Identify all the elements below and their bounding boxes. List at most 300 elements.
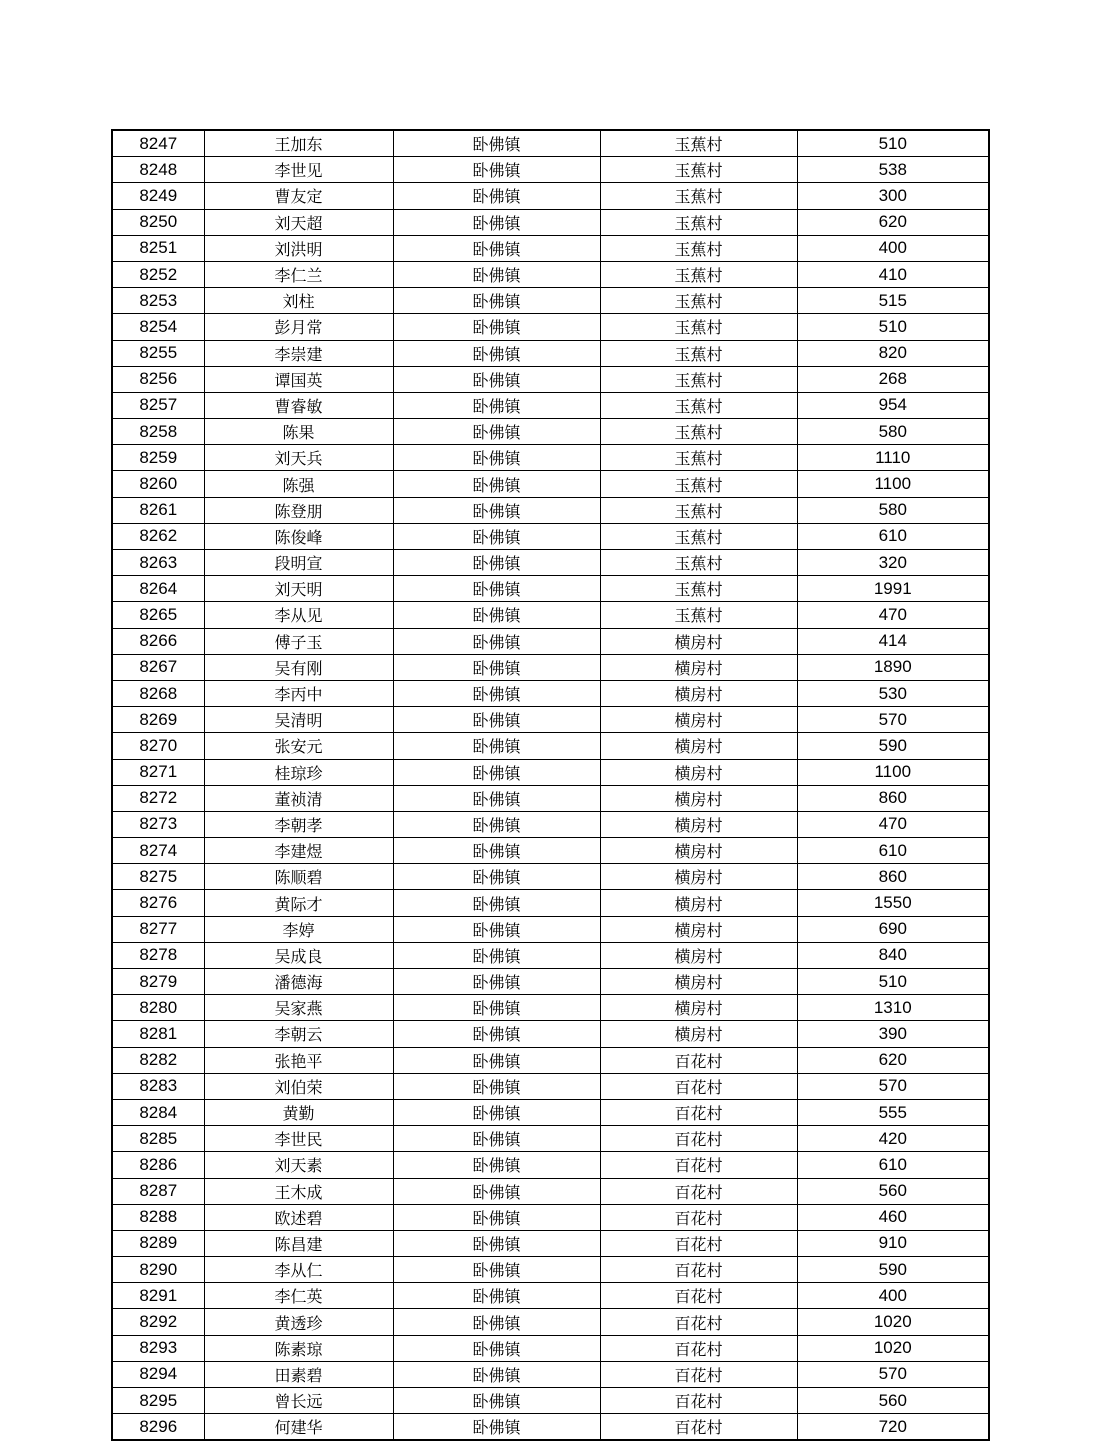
- name-cell: 吴清明: [204, 707, 393, 733]
- table-row: [112, 838, 989, 864]
- village-cell: 玉蕉村: [600, 602, 797, 628]
- village-cell: 玉蕉村: [600, 261, 797, 287]
- document-table-container: [111, 129, 988, 1441]
- name-cell: 李朝孝: [204, 811, 393, 837]
- name-cell: 陈强: [204, 471, 393, 497]
- amount-cell: 610: [797, 1152, 989, 1178]
- name-cell: 董祯清: [204, 785, 393, 811]
- town-cell: 卧佛镇: [393, 235, 600, 261]
- table-row: [112, 235, 989, 261]
- name-cell: 何建华: [204, 1414, 393, 1441]
- amount-cell: 510: [797, 969, 989, 995]
- town-cell: 卧佛镇: [393, 1178, 600, 1204]
- amount-cell: 590: [797, 1257, 989, 1283]
- serial-number-cell: 8286: [112, 1152, 204, 1178]
- serial-number-cell: 8260: [112, 471, 204, 497]
- town-cell: 卧佛镇: [393, 811, 600, 837]
- amount-cell: 1100: [797, 759, 989, 785]
- serial-number-cell: 8256: [112, 366, 204, 392]
- serial-number-cell: 8254: [112, 314, 204, 340]
- amount-cell: 414: [797, 628, 989, 654]
- town-cell: 卧佛镇: [393, 838, 600, 864]
- table-row: [112, 995, 989, 1021]
- table-row: [112, 733, 989, 759]
- village-cell: 百花村: [600, 1178, 797, 1204]
- serial-number-cell: 8261: [112, 497, 204, 523]
- name-cell: 陈登朋: [204, 497, 393, 523]
- village-cell: 横房村: [600, 785, 797, 811]
- amount-cell: 390: [797, 1021, 989, 1047]
- serial-number-cell: 8259: [112, 445, 204, 471]
- name-cell: 李从见: [204, 602, 393, 628]
- village-cell: 玉蕉村: [600, 366, 797, 392]
- serial-number-cell: 8284: [112, 1099, 204, 1125]
- village-cell: 百花村: [600, 1047, 797, 1073]
- amount-cell: 820: [797, 340, 989, 366]
- table-row: [112, 157, 989, 183]
- table-row: [112, 314, 989, 340]
- amount-cell: 860: [797, 864, 989, 890]
- name-cell: 张安元: [204, 733, 393, 759]
- serial-number-cell: 8295: [112, 1388, 204, 1414]
- amount-cell: 840: [797, 942, 989, 968]
- name-cell: 吴有刚: [204, 654, 393, 680]
- name-cell: 黄透珍: [204, 1309, 393, 1335]
- village-cell: 玉蕉村: [600, 497, 797, 523]
- name-cell: 桂琼珍: [204, 759, 393, 785]
- name-cell: 李世民: [204, 1126, 393, 1152]
- table-row: [112, 1335, 989, 1361]
- town-cell: 卧佛镇: [393, 471, 600, 497]
- amount-cell: 538: [797, 157, 989, 183]
- table-row: [112, 1309, 989, 1335]
- amount-cell: 1310: [797, 995, 989, 1021]
- town-cell: 卧佛镇: [393, 576, 600, 602]
- serial-number-cell: 8275: [112, 864, 204, 890]
- table-row: [112, 654, 989, 680]
- table-row: [112, 1126, 989, 1152]
- amount-cell: 510: [797, 314, 989, 340]
- name-cell: 李朝云: [204, 1021, 393, 1047]
- table-row: [112, 392, 989, 418]
- town-cell: 卧佛镇: [393, 419, 600, 445]
- name-cell: 王木成: [204, 1178, 393, 1204]
- table-row: [112, 340, 989, 366]
- serial-number-cell: 8263: [112, 550, 204, 576]
- table-row: [112, 471, 989, 497]
- serial-number-cell: 8267: [112, 654, 204, 680]
- village-cell: 玉蕉村: [600, 392, 797, 418]
- village-cell: 横房村: [600, 707, 797, 733]
- amount-cell: 515: [797, 288, 989, 314]
- town-cell: 卧佛镇: [393, 733, 600, 759]
- table-row: [112, 759, 989, 785]
- table-row: [112, 209, 989, 235]
- serial-number-cell: 8247: [112, 130, 204, 157]
- table-row: [112, 366, 989, 392]
- amount-cell: 530: [797, 680, 989, 706]
- name-cell: 李仁兰: [204, 261, 393, 287]
- table-row: [112, 445, 989, 471]
- town-cell: 卧佛镇: [393, 1414, 600, 1441]
- name-cell: 刘柱: [204, 288, 393, 314]
- town-cell: 卧佛镇: [393, 157, 600, 183]
- table-row: [112, 1152, 989, 1178]
- amount-cell: 590: [797, 733, 989, 759]
- table-row: [112, 1073, 989, 1099]
- table-row: [112, 811, 989, 837]
- village-cell: 玉蕉村: [600, 183, 797, 209]
- name-cell: 张艳平: [204, 1047, 393, 1073]
- village-cell: 百花村: [600, 1204, 797, 1230]
- village-cell: 玉蕉村: [600, 550, 797, 576]
- village-cell: 玉蕉村: [600, 445, 797, 471]
- serial-number-cell: 8262: [112, 523, 204, 549]
- table-row: [112, 1361, 989, 1387]
- serial-number-cell: 8251: [112, 235, 204, 261]
- town-cell: 卧佛镇: [393, 969, 600, 995]
- serial-number-cell: 8282: [112, 1047, 204, 1073]
- village-cell: 玉蕉村: [600, 235, 797, 261]
- name-cell: 李仁英: [204, 1283, 393, 1309]
- town-cell: 卧佛镇: [393, 340, 600, 366]
- village-cell: 横房村: [600, 733, 797, 759]
- amount-cell: 860: [797, 785, 989, 811]
- village-cell: 百花村: [600, 1152, 797, 1178]
- amount-cell: 320: [797, 550, 989, 576]
- amount-cell: 570: [797, 1361, 989, 1387]
- amount-cell: 420: [797, 1126, 989, 1152]
- table-row: [112, 1047, 989, 1073]
- table-row: [112, 890, 989, 916]
- town-cell: 卧佛镇: [393, 707, 600, 733]
- town-cell: 卧佛镇: [393, 288, 600, 314]
- table-row: [112, 864, 989, 890]
- name-cell: 黄际才: [204, 890, 393, 916]
- amount-cell: 570: [797, 707, 989, 733]
- town-cell: 卧佛镇: [393, 1335, 600, 1361]
- village-cell: 横房村: [600, 838, 797, 864]
- name-cell: 陈素琼: [204, 1335, 393, 1361]
- serial-number-cell: 8285: [112, 1126, 204, 1152]
- town-cell: 卧佛镇: [393, 759, 600, 785]
- name-cell: 彭月常: [204, 314, 393, 340]
- serial-number-cell: 8268: [112, 680, 204, 706]
- serial-number-cell: 8294: [112, 1361, 204, 1387]
- serial-number-cell: 8273: [112, 811, 204, 837]
- serial-number-cell: 8266: [112, 628, 204, 654]
- data-table: [111, 129, 990, 1441]
- serial-number-cell: 8276: [112, 890, 204, 916]
- serial-number-cell: 8281: [112, 1021, 204, 1047]
- town-cell: 卧佛镇: [393, 1361, 600, 1387]
- amount-cell: 690: [797, 916, 989, 942]
- amount-cell: 610: [797, 838, 989, 864]
- name-cell: 陈昌建: [204, 1230, 393, 1256]
- name-cell: 刘天超: [204, 209, 393, 235]
- town-cell: 卧佛镇: [393, 130, 600, 157]
- table-row: [112, 261, 989, 287]
- serial-number-cell: 8277: [112, 916, 204, 942]
- town-cell: 卧佛镇: [393, 602, 600, 628]
- town-cell: 卧佛镇: [393, 864, 600, 890]
- town-cell: 卧佛镇: [393, 366, 600, 392]
- serial-number-cell: 8290: [112, 1257, 204, 1283]
- serial-number-cell: 8279: [112, 969, 204, 995]
- amount-cell: 720: [797, 1414, 989, 1441]
- table-row: [112, 576, 989, 602]
- town-cell: 卧佛镇: [393, 523, 600, 549]
- village-cell: 横房村: [600, 890, 797, 916]
- serial-number-cell: 8288: [112, 1204, 204, 1230]
- village-cell: 玉蕉村: [600, 288, 797, 314]
- table-row: [112, 1178, 989, 1204]
- table-row: [112, 1388, 989, 1414]
- table-row: [112, 1230, 989, 1256]
- table-row: [112, 942, 989, 968]
- table-row: [112, 1021, 989, 1047]
- town-cell: 卧佛镇: [393, 916, 600, 942]
- village-cell: 玉蕉村: [600, 209, 797, 235]
- village-cell: 玉蕉村: [600, 157, 797, 183]
- town-cell: 卧佛镇: [393, 550, 600, 576]
- amount-cell: 910: [797, 1230, 989, 1256]
- name-cell: 曾长远: [204, 1388, 393, 1414]
- table-row: [112, 550, 989, 576]
- town-cell: 卧佛镇: [393, 1073, 600, 1099]
- name-cell: 刘天兵: [204, 445, 393, 471]
- village-cell: 百花村: [600, 1361, 797, 1387]
- table-row: [112, 183, 989, 209]
- name-cell: 吴成良: [204, 942, 393, 968]
- name-cell: 李从仁: [204, 1257, 393, 1283]
- serial-number-cell: 8269: [112, 707, 204, 733]
- village-cell: 横房村: [600, 1021, 797, 1047]
- town-cell: 卧佛镇: [393, 1283, 600, 1309]
- village-cell: 玉蕉村: [600, 471, 797, 497]
- town-cell: 卧佛镇: [393, 680, 600, 706]
- table-body: [112, 130, 989, 1440]
- name-cell: 刘天素: [204, 1152, 393, 1178]
- name-cell: 陈顺碧: [204, 864, 393, 890]
- village-cell: 百花村: [600, 1414, 797, 1441]
- amount-cell: 1100: [797, 471, 989, 497]
- table-row: [112, 419, 989, 445]
- table-row: [112, 130, 989, 157]
- village-cell: 横房村: [600, 995, 797, 1021]
- name-cell: 李建煜: [204, 838, 393, 864]
- serial-number-cell: 8258: [112, 419, 204, 445]
- town-cell: 卧佛镇: [393, 942, 600, 968]
- town-cell: 卧佛镇: [393, 1047, 600, 1073]
- village-cell: 横房村: [600, 811, 797, 837]
- village-cell: 百花村: [600, 1230, 797, 1256]
- village-cell: 横房村: [600, 654, 797, 680]
- amount-cell: 580: [797, 419, 989, 445]
- town-cell: 卧佛镇: [393, 497, 600, 523]
- serial-number-cell: 8250: [112, 209, 204, 235]
- village-cell: 横房村: [600, 864, 797, 890]
- village-cell: 玉蕉村: [600, 419, 797, 445]
- amount-cell: 268: [797, 366, 989, 392]
- name-cell: 傅子玉: [204, 628, 393, 654]
- town-cell: 卧佛镇: [393, 1388, 600, 1414]
- amount-cell: 400: [797, 235, 989, 261]
- name-cell: 曹睿敏: [204, 392, 393, 418]
- amount-cell: 1991: [797, 576, 989, 602]
- serial-number-cell: 8253: [112, 288, 204, 314]
- name-cell: 曹友定: [204, 183, 393, 209]
- town-cell: 卧佛镇: [393, 785, 600, 811]
- table-row: [112, 969, 989, 995]
- amount-cell: 620: [797, 209, 989, 235]
- amount-cell: 510: [797, 130, 989, 157]
- village-cell: 百花村: [600, 1309, 797, 1335]
- amount-cell: 400: [797, 1283, 989, 1309]
- serial-number-cell: 8289: [112, 1230, 204, 1256]
- village-cell: 横房村: [600, 759, 797, 785]
- town-cell: 卧佛镇: [393, 392, 600, 418]
- serial-number-cell: 8280: [112, 995, 204, 1021]
- table-row: [112, 497, 989, 523]
- town-cell: 卧佛镇: [393, 995, 600, 1021]
- table-row: [112, 523, 989, 549]
- amount-cell: 1020: [797, 1335, 989, 1361]
- amount-cell: 410: [797, 261, 989, 287]
- serial-number-cell: 8283: [112, 1073, 204, 1099]
- village-cell: 横房村: [600, 969, 797, 995]
- name-cell: 潘德海: [204, 969, 393, 995]
- village-cell: 百花村: [600, 1388, 797, 1414]
- name-cell: 李崇建: [204, 340, 393, 366]
- amount-cell: 460: [797, 1204, 989, 1230]
- town-cell: 卧佛镇: [393, 1099, 600, 1125]
- serial-number-cell: 8287: [112, 1178, 204, 1204]
- village-cell: 横房村: [600, 680, 797, 706]
- name-cell: 田素碧: [204, 1361, 393, 1387]
- name-cell: 欧述碧: [204, 1204, 393, 1230]
- village-cell: 玉蕉村: [600, 340, 797, 366]
- name-cell: 吴家燕: [204, 995, 393, 1021]
- name-cell: 陈果: [204, 419, 393, 445]
- table-row: [112, 785, 989, 811]
- serial-number-cell: 8296: [112, 1414, 204, 1441]
- amount-cell: 560: [797, 1388, 989, 1414]
- table-row: [112, 916, 989, 942]
- serial-number-cell: 8255: [112, 340, 204, 366]
- serial-number-cell: 8278: [112, 942, 204, 968]
- amount-cell: 470: [797, 811, 989, 837]
- serial-number-cell: 8257: [112, 392, 204, 418]
- town-cell: 卧佛镇: [393, 445, 600, 471]
- table-row: [112, 1283, 989, 1309]
- village-cell: 横房村: [600, 942, 797, 968]
- amount-cell: 1550: [797, 890, 989, 916]
- name-cell: 黄勤: [204, 1099, 393, 1125]
- village-cell: 玉蕉村: [600, 314, 797, 340]
- village-cell: 百花村: [600, 1126, 797, 1152]
- table-row: [112, 1204, 989, 1230]
- name-cell: 段明宣: [204, 550, 393, 576]
- town-cell: 卧佛镇: [393, 1152, 600, 1178]
- town-cell: 卧佛镇: [393, 183, 600, 209]
- serial-number-cell: 8248: [112, 157, 204, 183]
- town-cell: 卧佛镇: [393, 654, 600, 680]
- town-cell: 卧佛镇: [393, 314, 600, 340]
- amount-cell: 620: [797, 1047, 989, 1073]
- serial-number-cell: 8293: [112, 1335, 204, 1361]
- amount-cell: 470: [797, 602, 989, 628]
- amount-cell: 300: [797, 183, 989, 209]
- serial-number-cell: 8274: [112, 838, 204, 864]
- town-cell: 卧佛镇: [393, 261, 600, 287]
- name-cell: 李丙中: [204, 680, 393, 706]
- amount-cell: 555: [797, 1099, 989, 1125]
- serial-number-cell: 8272: [112, 785, 204, 811]
- village-cell: 玉蕉村: [600, 576, 797, 602]
- serial-number-cell: 8249: [112, 183, 204, 209]
- table-row: [112, 1257, 989, 1283]
- name-cell: 谭国英: [204, 366, 393, 392]
- town-cell: 卧佛镇: [393, 628, 600, 654]
- table-row: [112, 1414, 989, 1441]
- name-cell: 刘天明: [204, 576, 393, 602]
- amount-cell: 610: [797, 523, 989, 549]
- table-row: [112, 288, 989, 314]
- table-row: [112, 680, 989, 706]
- name-cell: 刘洪明: [204, 235, 393, 261]
- serial-number-cell: 8292: [112, 1309, 204, 1335]
- village-cell: 百花村: [600, 1099, 797, 1125]
- name-cell: 王加东: [204, 130, 393, 157]
- name-cell: 刘伯荣: [204, 1073, 393, 1099]
- village-cell: 横房村: [600, 628, 797, 654]
- amount-cell: 1110: [797, 445, 989, 471]
- village-cell: 百花村: [600, 1335, 797, 1361]
- name-cell: 李婷: [204, 916, 393, 942]
- serial-number-cell: 8252: [112, 261, 204, 287]
- table-row: [112, 707, 989, 733]
- table-row: [112, 628, 989, 654]
- town-cell: 卧佛镇: [393, 1309, 600, 1335]
- serial-number-cell: 8291: [112, 1283, 204, 1309]
- table-row: [112, 1099, 989, 1125]
- serial-number-cell: 8271: [112, 759, 204, 785]
- village-cell: 玉蕉村: [600, 130, 797, 157]
- amount-cell: 1890: [797, 654, 989, 680]
- town-cell: 卧佛镇: [393, 1204, 600, 1230]
- village-cell: 百花村: [600, 1073, 797, 1099]
- serial-number-cell: 8264: [112, 576, 204, 602]
- name-cell: 李世见: [204, 157, 393, 183]
- town-cell: 卧佛镇: [393, 890, 600, 916]
- serial-number-cell: 8270: [112, 733, 204, 759]
- village-cell: 横房村: [600, 916, 797, 942]
- serial-number-cell: 8265: [112, 602, 204, 628]
- name-cell: 陈俊峰: [204, 523, 393, 549]
- village-cell: 百花村: [600, 1283, 797, 1309]
- table-row: [112, 602, 989, 628]
- amount-cell: 560: [797, 1178, 989, 1204]
- village-cell: 玉蕉村: [600, 523, 797, 549]
- amount-cell: 570: [797, 1073, 989, 1099]
- town-cell: 卧佛镇: [393, 1021, 600, 1047]
- amount-cell: 1020: [797, 1309, 989, 1335]
- village-cell: 百花村: [600, 1257, 797, 1283]
- amount-cell: 580: [797, 497, 989, 523]
- amount-cell: 954: [797, 392, 989, 418]
- town-cell: 卧佛镇: [393, 1257, 600, 1283]
